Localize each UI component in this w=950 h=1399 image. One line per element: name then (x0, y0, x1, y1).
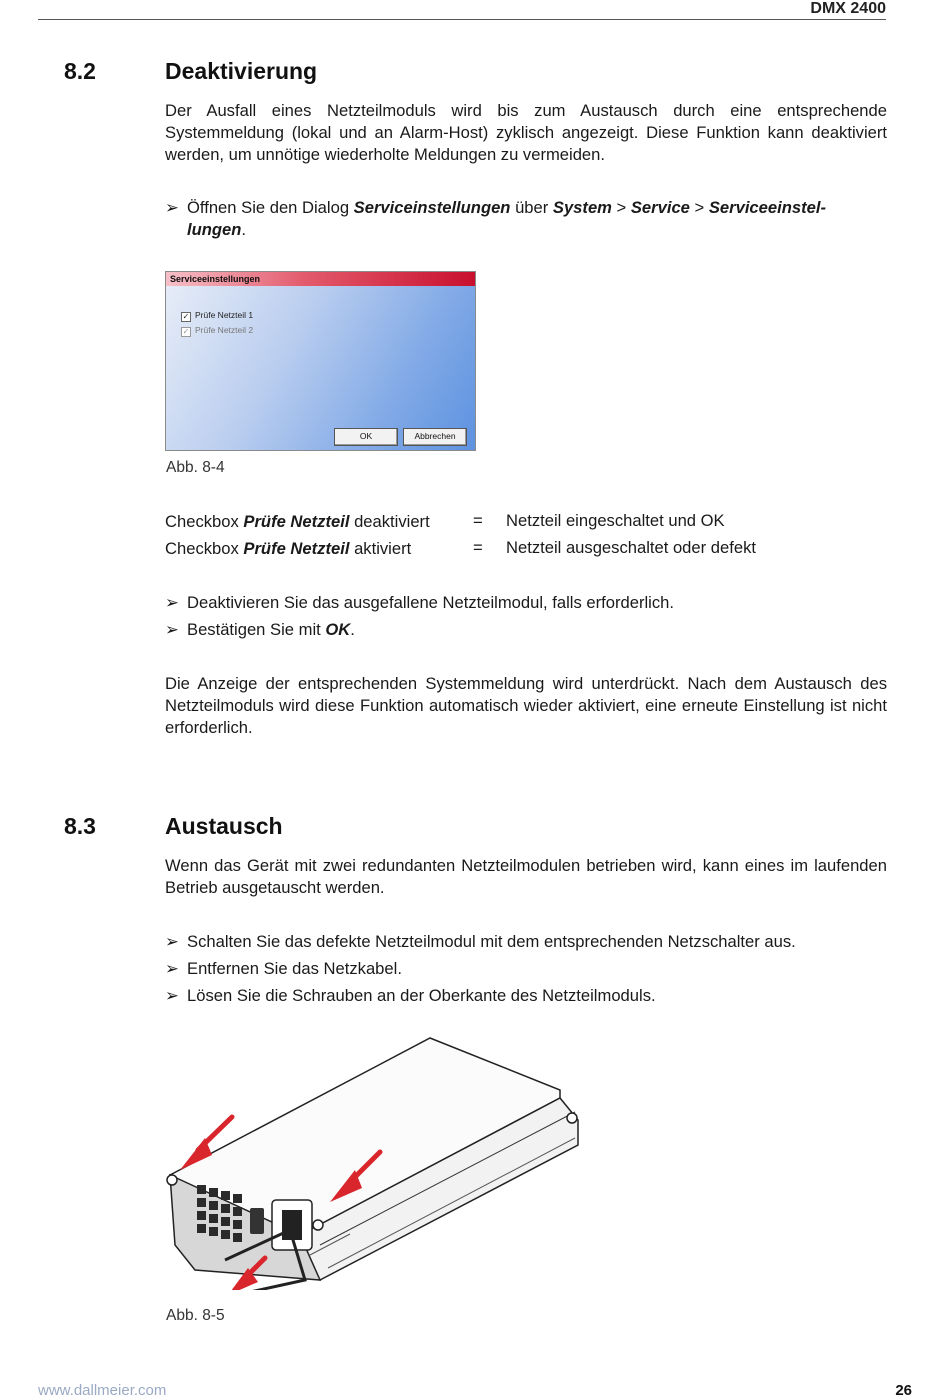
row-term: Prüfe Netzteil (243, 539, 350, 558)
outro-paragraph: Die Anzeige der entsprechenden Systemmeldung wird unterdrückt. Nach dem Austausch des Netzteilmoduls wird diese Funktion automatisch wieder aktiviert, eine erneute Einstellung ist nicht erforderlich. (165, 674, 887, 737)
instruction-step (165, 985, 887, 1007)
instruction-step (165, 619, 887, 641)
check-psu2[interactable] (181, 325, 253, 337)
document-title: DMX 2400 (810, 0, 886, 17)
power-supply-module-illustration (150, 1030, 600, 1290)
row-result: Netzteil eingeschaltet und OK (506, 511, 725, 530)
footer-url[interactable]: www.dallmeier.com (38, 1382, 167, 1399)
checkbox-checked-icon[interactable]: ✓ (182, 312, 190, 321)
row-equals: = (473, 538, 483, 557)
figure-caption: Abb. 8-5 (166, 1307, 225, 1324)
ok-button[interactable]: OK (334, 428, 398, 446)
row-text: deaktiviert (349, 512, 430, 531)
table-row (165, 538, 411, 560)
instruction-step (165, 958, 887, 980)
instruction-step (165, 197, 887, 241)
row-text: aktiviert (349, 539, 412, 558)
row-equals: = (473, 511, 483, 530)
section-title: Deaktivierung (165, 58, 318, 84)
row-term: Prüfe Netzteil (243, 512, 350, 531)
step-text: Bestätigen Sie mit (187, 620, 326, 639)
checkbox-label: Prüfe Netzteil 1 (195, 310, 254, 320)
menu-path-item: Service (630, 198, 690, 217)
dialog-title: Serviceeinstellungen (166, 272, 475, 286)
step-text: Lösen Sie die Schrauben an der Oberkante des Netzteilmoduls. (187, 986, 656, 1005)
step-text: > (689, 198, 709, 217)
intro-paragraph: Wenn das Gerät mit zwei redundanten Netzteilmodulen betrieben wird, kann eines im laufenden Betrieb ausgetauscht werden. (165, 856, 887, 897)
header-rule (38, 19, 886, 20)
step-text: . (241, 220, 247, 239)
arrow-bullet-icon: ➢ (165, 932, 179, 951)
row-result: Netzteil ausgeschaltet oder defekt (506, 538, 756, 557)
menu-path-item: Serviceeinstel- (708, 198, 826, 217)
step-text: Entfernen Sie das Netzkabel. (187, 959, 402, 978)
intro-paragraph: Der Ausfall eines Netzteilmoduls wird bis zum Austausch durch eine entsprechende Systemmeldung (lokal und an Alarm-Host) zyklisch angezeigt. Diese Funktion kann deaktiviert werden, um unnötige wiederholte Meldungen zu vermeiden. (165, 101, 887, 164)
button-reference: OK (325, 620, 351, 639)
step-text: Deaktivieren Sie das ausgefallene Netzteilmodul, falls erforderlich. (187, 593, 674, 612)
arrow-bullet-icon: ➢ (165, 593, 179, 612)
menu-path-item: Serviceinstellungen (353, 198, 511, 217)
step-text: Schalten Sie das defekte Netzteilmodul mit dem entsprechenden Netzschalter aus. (187, 932, 796, 951)
arrow-bullet-icon: ➢ (165, 986, 179, 1005)
section-number: 8.3 (64, 813, 96, 839)
service-settings-dialog (165, 271, 476, 451)
instruction-step (165, 592, 887, 614)
section-title: Austausch (165, 813, 283, 839)
figure-caption: Abb. 8-4 (166, 459, 225, 476)
section-number: 8.2 (64, 58, 96, 84)
arrow-bullet-icon: ➢ (165, 198, 179, 217)
cancel-button[interactable]: Abbrechen (403, 428, 467, 446)
row-text: Checkbox (165, 512, 244, 531)
step-text: Öffnen Sie den Dialog (187, 198, 354, 217)
instruction-step (165, 931, 887, 953)
step-text: > (611, 198, 631, 217)
menu-path-item: lungen (187, 220, 242, 239)
check-psu1[interactable] (181, 310, 253, 322)
table-row (165, 511, 430, 533)
step-text: . (350, 620, 355, 639)
step-text: über (510, 198, 553, 217)
page-number: 26 (895, 1382, 912, 1399)
row-text: Checkbox (165, 539, 244, 558)
menu-path-item: System (552, 198, 612, 217)
arrow-bullet-icon: ➢ (165, 959, 179, 978)
arrow-bullet-icon: ➢ (165, 620, 179, 639)
checkbox-checked-icon[interactable]: ✓ (182, 327, 190, 336)
checkbox-label: Prüfe Netzteil 2 (195, 325, 254, 335)
